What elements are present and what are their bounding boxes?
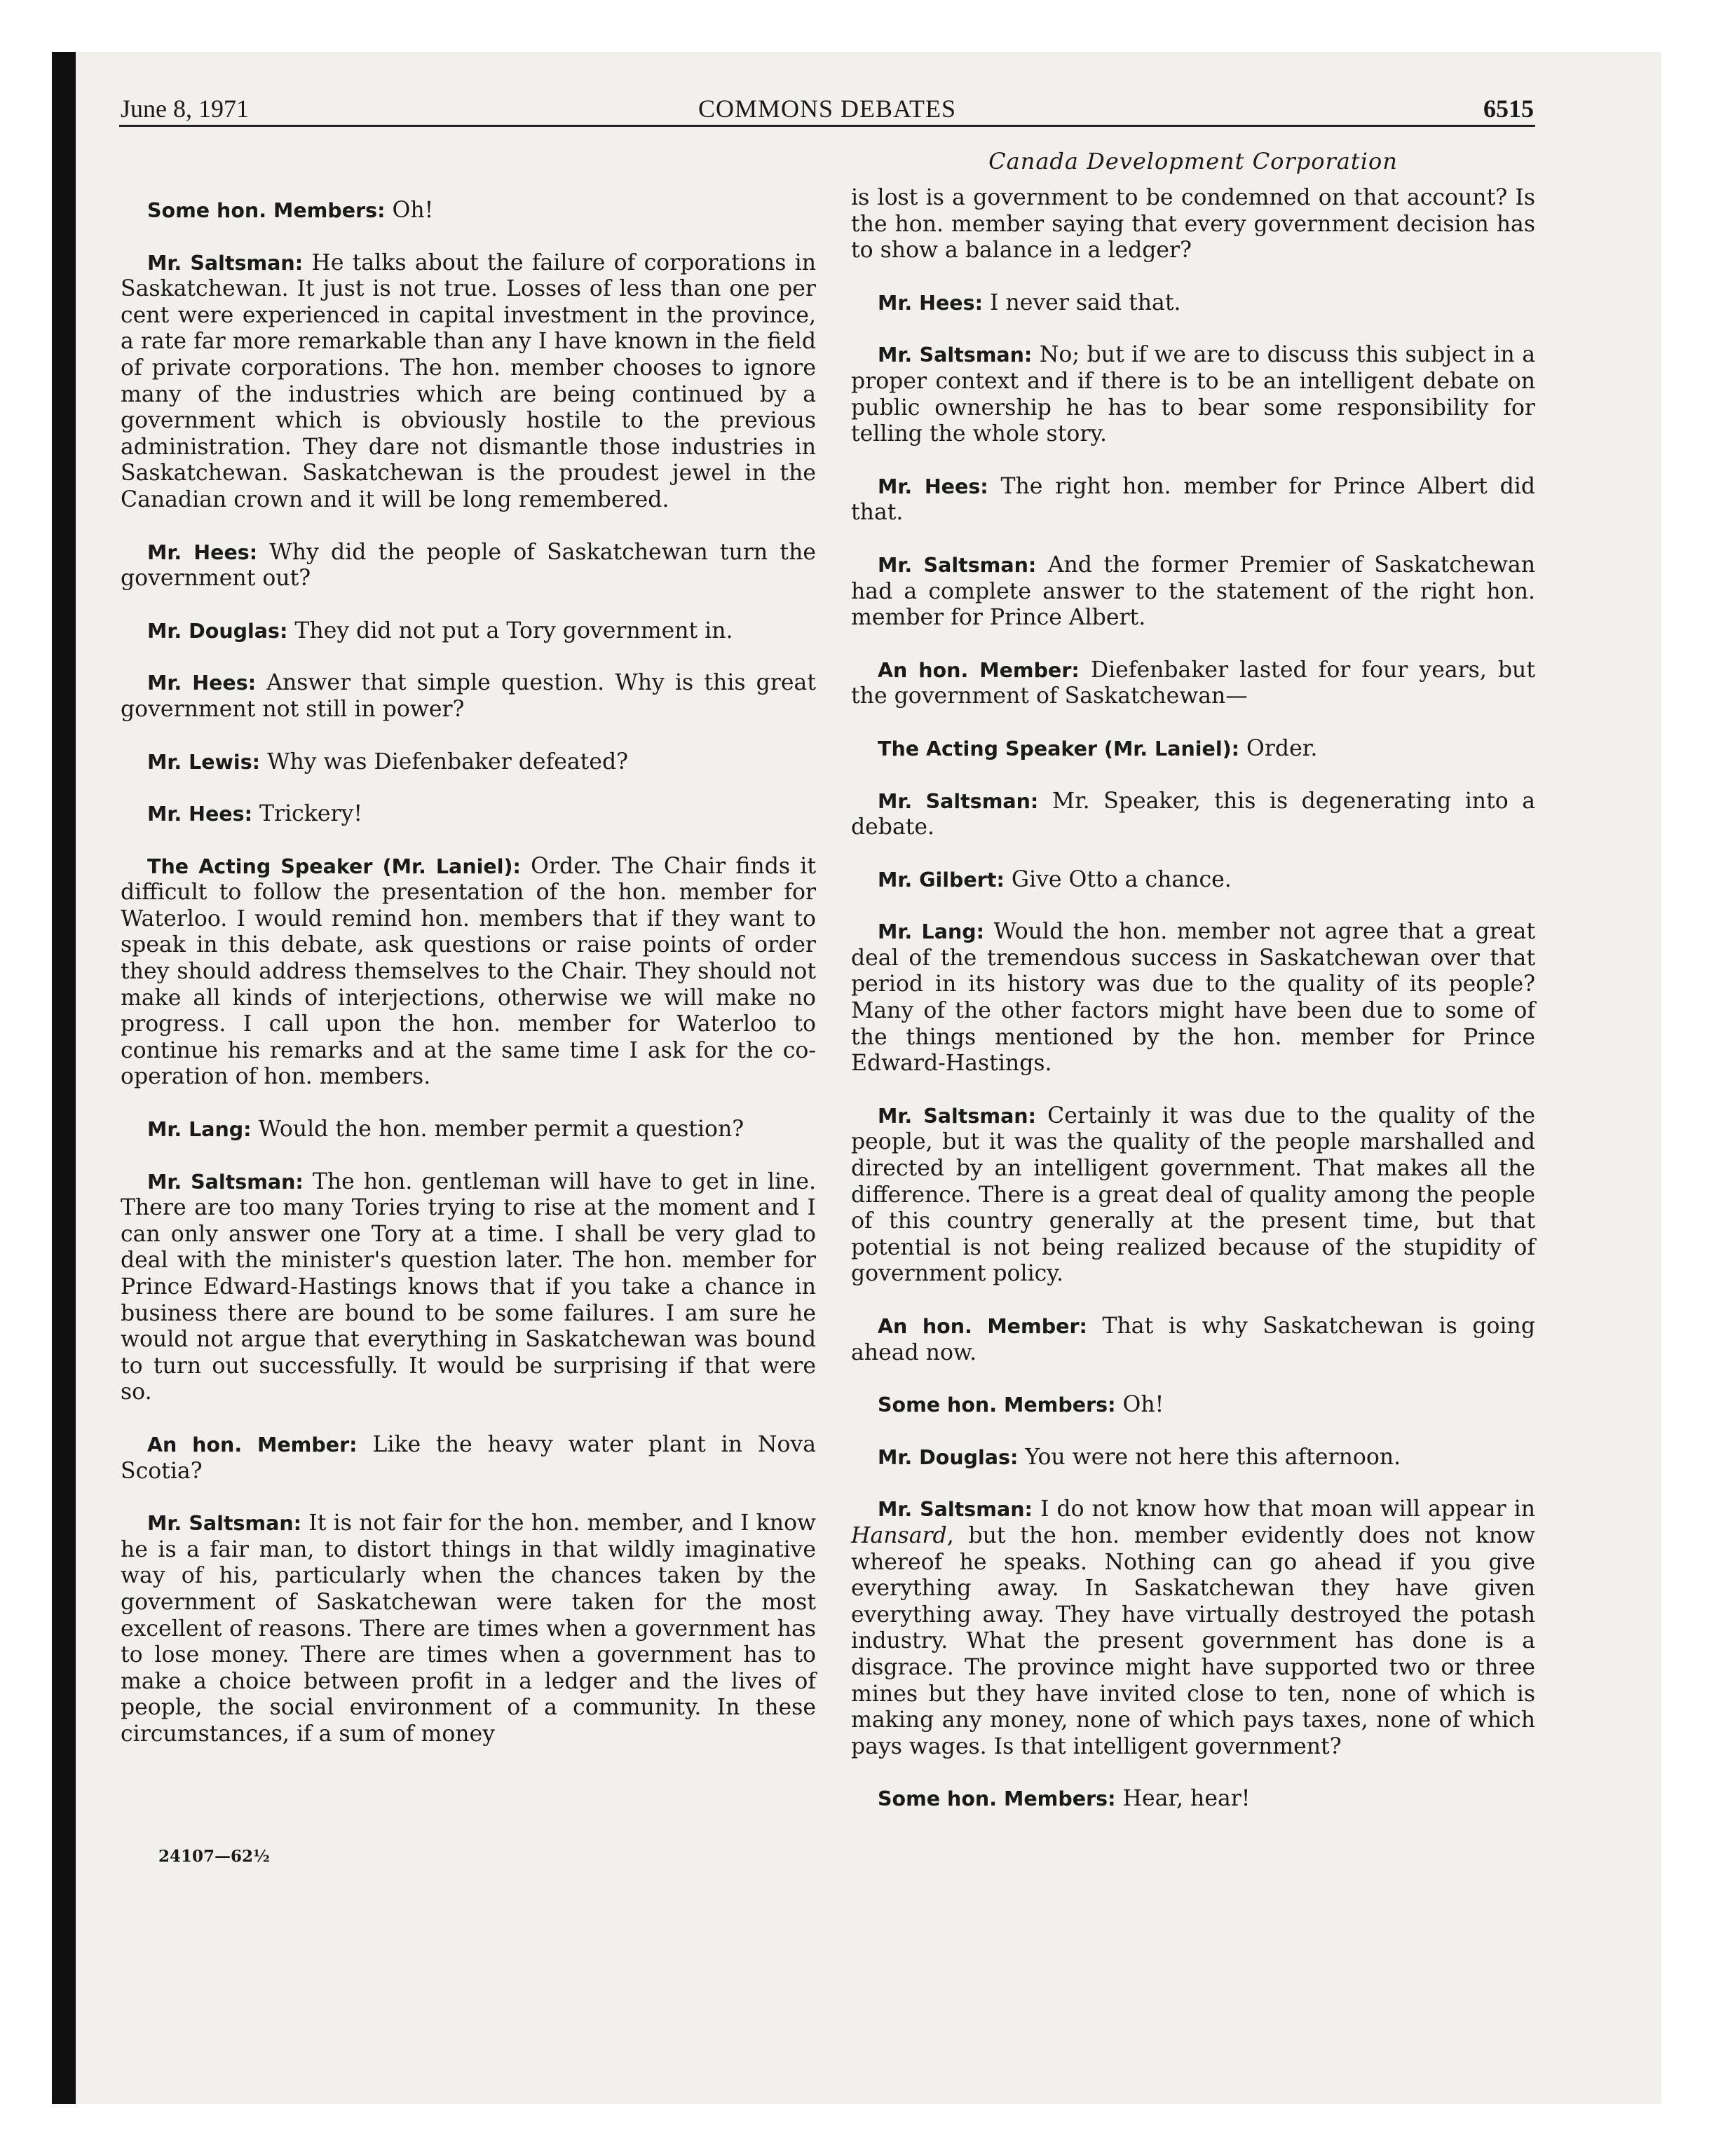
speech-paragraph: [121, 749, 816, 776]
speech-paragraph: [851, 185, 1535, 264]
speech-paragraph: [121, 198, 816, 224]
speech-text: Why was Diefenbaker defeated?: [260, 749, 629, 775]
speech-paragraph: [851, 789, 1535, 841]
speaker-name: Some hon. Members:: [147, 199, 386, 222]
speech-text: He talks about the failure of corporations in Saskatchewan. It just is not true. Losses of less than one per cent were experienced in capital investment in the province, a rate far more remarkable than any I have known in the field of private corporations. The hon. member chooses to ignore many of the industries which are being continued by a government which is obviously hostile to the previous administration. They dare not dismantle those industries in Saskatchewan. Saskatchewan is the proudest jewel in the Canadian crown and it will be long remembered.: [121, 250, 816, 512]
speaker-name: An hon. Member:: [878, 1315, 1087, 1338]
speech-paragraph: [121, 670, 816, 723]
speech-text: Order. The Chair finds it difficult to follow the presentation of the hon. member for Waterloo. I would remind hon. members that if they want to speak in this debate, ask questions or raise points of order they should address themselves to the Chair. They should not make all kinds of interjections, otherwise we will make no progress. I call upon the hon. member for Waterloo to continue his remarks and at the same time I ask for the co-operation of hon. members.: [121, 853, 816, 1090]
speaker-name: Mr. Lang:: [147, 1118, 252, 1142]
speech-text: Mr. Speaker, this is degenerating into a debate.: [851, 788, 1535, 840]
speech-paragraph: [851, 552, 1535, 632]
speech-paragraph: [121, 1432, 816, 1485]
speech-text: The hon. gentleman will have to get in line. There are too many Tories trying to rise at the moment and I can only answer one Tory at a time. I shall be very glad to deal with the minister's question later. The hon. member for Prince Edward-Hastings knows that if you take a chance in business there are bound to be some failures. I am sure he would not argue that everything in Saskatchewan was bound to turn out successfully. It would be surprising if that were so.: [121, 1168, 816, 1405]
speech-text: I never said that.: [982, 289, 1181, 315]
speech-text: Diefenbaker lasted for four years, but the government of Saskatchewan—: [851, 657, 1535, 709]
header-page-number: 6515: [1483, 95, 1534, 123]
speaker-name: Some hon. Members:: [878, 1787, 1116, 1811]
speech-text: is lost is a government to be condemned on that account? Is the hon. member saying that every government decision has to show a balance in a ledger?: [851, 185, 1535, 264]
speech-paragraph: [851, 736, 1535, 763]
speech-paragraph: [851, 474, 1535, 526]
speech-paragraph: [851, 1103, 1535, 1288]
speech-text: They did not put a Tory government in.: [287, 618, 733, 643]
speaker-name: Mr. Saltsman:: [878, 343, 1033, 367]
speaker-name: Mr. Douglas:: [878, 1445, 1019, 1469]
speech-paragraph: [851, 290, 1535, 317]
speaker-name: Mr. Saltsman:: [147, 251, 304, 275]
speech-paragraph: [851, 1786, 1535, 1813]
speech-text: It is not fair for the hon. member, and I know he is a fair man, to distort things in that wildly imaginative way of his, particularly when the chances taken by the government of Saskatchewan were taken for the most excellent of reasons. There are times when a government has to lose money. There are times when a government has to make a choice between profit in a ledger and the lives of people, the social environment of a community. In these circumstances, if a sum of money: [121, 1510, 816, 1747]
speaker-name: Mr. Saltsman:: [878, 1498, 1033, 1522]
speaker-name: Mr. Lewis:: [147, 750, 261, 774]
speaker-name: Mr. Hees:: [878, 291, 983, 315]
speech-paragraph: [121, 1117, 816, 1143]
speech-text: Trickery!: [252, 801, 363, 827]
speech-text: Answer that simple question. Why is this great government not still in power?: [121, 670, 816, 722]
speaker-name: Mr. Lang:: [878, 920, 985, 944]
speech-paragraph: [851, 1496, 1535, 1760]
speech-text: Would the hon. member permit a question?: [251, 1117, 744, 1142]
speech-text: Would the hon. member not agree that a great deal of the tremendous success in Saskatchewan over that period in its history was due to the quality of its people? Many of the other factors might have been due to some of the things mentioned by the hon. member for Prince Edward-Hastings.: [851, 919, 1535, 1077]
speech-paragraph: [121, 540, 816, 592]
speech-text: I do not know how that moan will appear in Hansard, but the hon. member evidently does not know whereof he speaks. Nothing can go ahead if you give everything away. In Saskatchewan they have given everything away. They have virtually destroyed the potash industry. What the present government has done is a disgrace. The province might have supported two or three mines but they have invited close to ten, none of which is making any money, none of which pays taxes, none of which pays wages. Is that intelligent government?: [851, 1496, 1535, 1759]
speech-text: Certainly it was due to the quality of the people, but it was the quality of the people marshalled and directed by an intelligent government. That makes all the difference. There is a great deal of quality among the people of this country generally at the present time, but that potential is not being realized because of the stupidity of government policy.: [851, 1103, 1535, 1287]
header-date: June 8, 1971: [121, 95, 249, 123]
speaker-name: Mr. Gilbert:: [878, 868, 1005, 892]
speaker-name: Mr. Saltsman:: [878, 789, 1039, 813]
speech-text: Hear, hear!: [1115, 1786, 1251, 1812]
speech-paragraph: [121, 1169, 816, 1406]
speaker-name: Mr. Douglas:: [147, 619, 288, 643]
running-head: Canada Development Corporation: [988, 148, 1398, 175]
speaker-name: Mr. Hees:: [147, 671, 257, 695]
speaker-name: Mr. Saltsman:: [147, 1512, 302, 1536]
speaker-name: Mr. Saltsman:: [878, 1104, 1036, 1128]
speech-paragraph: [121, 618, 816, 645]
speaker-name: Mr. Hees:: [878, 475, 988, 498]
speech-text: Order.: [1239, 735, 1318, 761]
speaker-name: Mr. Saltsman:: [878, 553, 1037, 577]
speech-text: That is why Saskatchewan is going ahead now.: [851, 1314, 1535, 1365]
speaker-name: Some hon. Members:: [878, 1393, 1116, 1417]
footer-code: 24107—62½: [158, 1847, 271, 1866]
speaker-name: An hon. Member:: [878, 658, 1080, 682]
speech-paragraph: [121, 250, 816, 514]
speaker-name: Mr. Hees:: [147, 540, 258, 564]
speech-paragraph: [121, 1510, 816, 1747]
speech-text: Oh!: [1115, 1392, 1164, 1418]
speech-paragraph: [851, 1392, 1535, 1419]
speech-paragraph: [121, 854, 816, 1091]
speaker-name: Mr. Saltsman:: [147, 1170, 304, 1194]
speaker-name: An hon. Member:: [147, 1433, 358, 1456]
speech-text: No; but if we are to discuss this subject in a proper context and if there is to be an intelligent debate on public ownership he has to bear some responsibility for telling the whole story.: [851, 342, 1535, 447]
speaker-name: The Acting Speaker (Mr. Laniel):: [147, 854, 521, 878]
scan-edge: [52, 52, 76, 2104]
speech-paragraph: [851, 1445, 1535, 1471]
speech-text: Oh!: [385, 198, 434, 223]
header-title: COMMONS DEBATES: [698, 95, 957, 123]
speech-paragraph: [121, 801, 816, 828]
speech-text: Like the heavy water plant in Nova Scotia?: [121, 1431, 816, 1484]
speech-paragraph: [851, 657, 1535, 710]
speech-text: The right hon. member for Prince Albert did that.: [851, 473, 1535, 526]
speaker-name: The Acting Speaker (Mr. Laniel):: [878, 737, 1240, 760]
speech-text: You were not here this afternoon.: [1018, 1444, 1401, 1470]
speech-paragraph: [851, 919, 1535, 1077]
speech-paragraph: [851, 342, 1535, 447]
right-column: [851, 147, 1535, 1838]
speech-paragraph: [851, 1314, 1535, 1366]
speech-text: Give Otto a chance.: [1004, 866, 1232, 892]
left-column: [121, 198, 816, 1774]
speech-text: Why did the people of Saskatchewan turn the government out?: [121, 539, 817, 592]
speech-text: And the former Premier of Saskatchewan had a complete answer to the statement of the right hon. member for Prince Albert.: [851, 552, 1535, 631]
speaker-name: Mr. Hees:: [147, 803, 252, 826]
speech-paragraph: [851, 867, 1535, 894]
page-header: [119, 88, 1535, 127]
